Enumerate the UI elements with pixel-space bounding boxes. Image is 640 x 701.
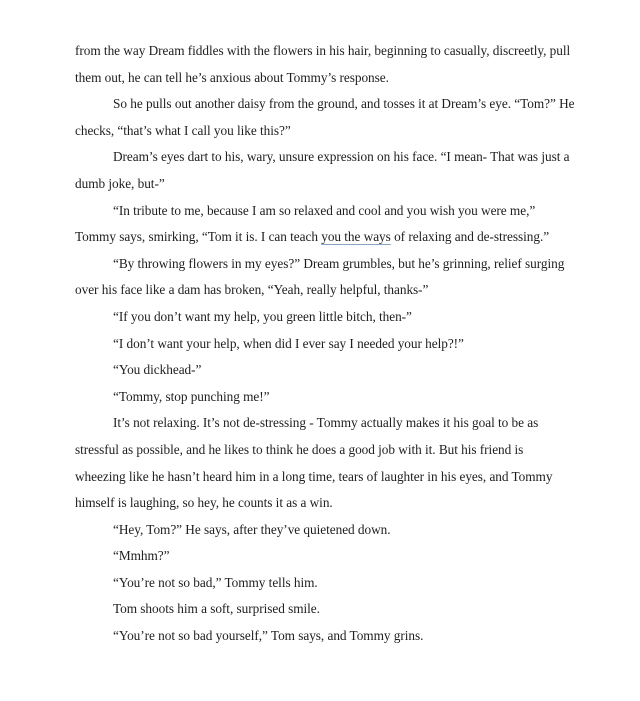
underlined-phrase: you the ways — [321, 229, 391, 245]
paragraph: Dream’s eyes dart to his, wary, unsure expression on his face. “I mean- That was just a dumb joke, but-” — [75, 149, 570, 191]
paragraph: It’s not relaxing. It’s not de-stressing - Tommy actually makes it his goal to be as stressful as possible, and he likes to think he does a good job with it. But his friend is wheezing like he hasn’t heard him in a long time, tears of laughter in his eyes, and Tommy himself is laughing, so hey, he counts it as a win. — [75, 415, 553, 511]
paragraph-text: of relaxing and de-stressing.” — [390, 229, 550, 245]
paragraph: So he pulls out another daisy from the ground, and tosses it at Dream’s eye. “Tom?” He checks, “that’s what I call you like this?” — [75, 96, 575, 138]
document-body — [75, 38, 575, 650]
paragraph: “I don’t want your help, when did I ever say I needed your help?!” — [113, 335, 464, 351]
paragraph: Tom shoots him a soft, surprised smile. — [113, 601, 320, 617]
paragraph: “Hey, Tom?” He says, after they’ve quietened down. — [113, 521, 391, 537]
paragraph: “If you don’t want my help, you green little bitch, then-” — [113, 308, 412, 324]
paragraph: “Tommy, stop punching me!” — [113, 388, 270, 404]
paragraph-text: “In tribute to me, because I am so relaxed and cool and you wish you were me,” Tommy says, smirking, “Tom it is. I can teach — [75, 202, 536, 245]
paragraph: “Mmhm?” — [113, 548, 170, 564]
paragraph: from the way Dream fiddles with the flowers in his hair, beginning to casually, discreetly, pull them out, he can tell he’s anxious about Tommy’s response. — [75, 43, 571, 85]
paragraph: “You dickhead-” — [113, 362, 202, 378]
paragraph: “You’re not so bad,” Tommy tells him. — [113, 574, 318, 590]
paragraph: “By throwing flowers in my eyes?” Dream grumbles, but he’s grinning, relief surging over his face like a dam has broken, “Yeah, really helpful, thanks-” — [75, 255, 565, 298]
paragraph — [75, 198, 575, 251]
paragraph: “You’re not so bad yourself,” Tom says, and Tommy grins. — [113, 628, 424, 644]
